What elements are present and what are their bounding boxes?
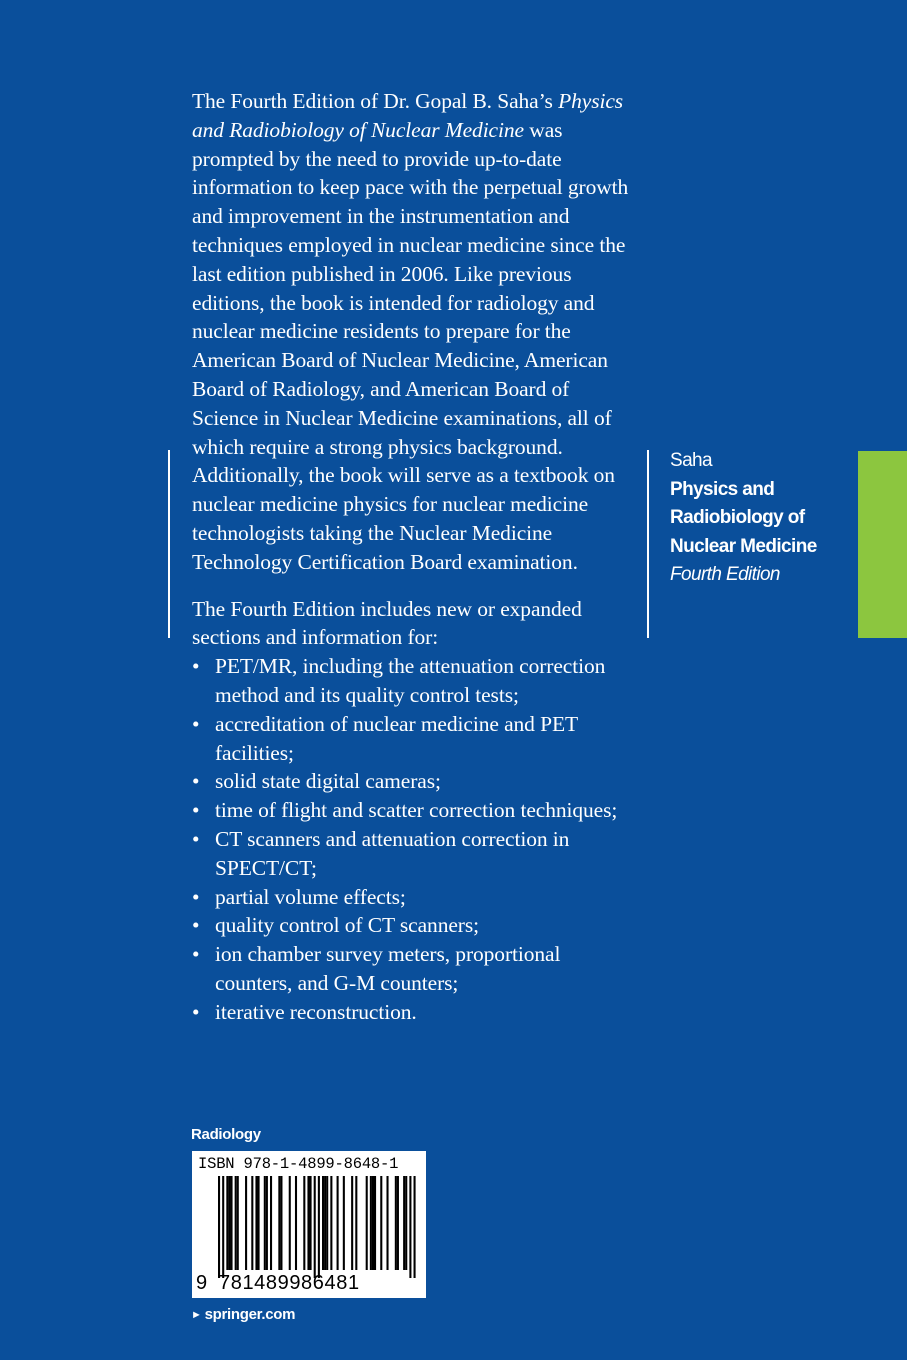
barcode-bar: [326, 1176, 328, 1270]
feature-item: • iterative reconstruction.: [192, 998, 637, 1027]
barcode-bar: [405, 1176, 407, 1270]
barcode-bar: [337, 1176, 339, 1270]
barcode-bar: [226, 1176, 228, 1270]
ean-digits: 781489986481: [219, 1272, 360, 1294]
barcode-bar: [409, 1176, 411, 1278]
barcode-bar: [289, 1176, 291, 1270]
barcode-bar: [380, 1176, 382, 1270]
barcode-bar: [295, 1176, 297, 1270]
feature-item: • accreditation of nuclear medicine and PET facilities;: [192, 710, 637, 768]
intro-part1: The Fourth Edition of Dr. Gopal B. Saha’s: [192, 89, 553, 113]
barcode-bar: [330, 1176, 332, 1270]
feature-item: • solid state digital cameras;: [192, 767, 637, 796]
barcode-bar: [403, 1176, 405, 1270]
barcode-bar: [366, 1176, 368, 1270]
barcode-bar: [303, 1176, 305, 1270]
barcode-bar: [395, 1176, 397, 1270]
barcode-bar: [307, 1176, 309, 1270]
barcode-bar: [397, 1176, 399, 1270]
feature-item: • quality control of CT scanners;: [192, 911, 637, 940]
ean-first-digit: 9: [196, 1272, 208, 1294]
isbn-label: ISBN 978-1-4899-8648-1: [198, 1155, 399, 1173]
divider-right: [647, 450, 649, 638]
barcode-bar: [322, 1176, 324, 1270]
barcode-bar: [270, 1176, 272, 1270]
website-text: springer.com: [204, 1306, 296, 1323]
intro-part2: was prompted by the need to provide up-to-date information to keep pace with the perpetual growth and improvement in the instrumentation and techniques employed in nuclear medicine since the last edition published in 2006. Like previous editions, the book is intended for radiology and nuclear medicine residents to prepare for the American Board of Nuclear Medicine, American Board of Radiology, and American Board of Science in Nuclear Medicine examinations, all of which require a strong physics background. Additionally, the book will serve as a textbook on nuclear medicine physics for nuclear medicine technologists taking the Nuclear Medicine Technology Certification Board examination.: [192, 117, 629, 574]
barcode-bar: [351, 1176, 353, 1270]
barcode-box: [192, 1151, 426, 1298]
features-intro: The Fourth Edition includes new or expanded sections and information for:: [192, 596, 582, 650]
barcode-bar: [235, 1176, 237, 1270]
barcode-bar: [280, 1176, 282, 1270]
barcode-bar: [264, 1176, 266, 1270]
edition: Fourth Edition: [670, 564, 780, 585]
divider-left: [168, 450, 170, 638]
website-link[interactable]: [191, 1306, 295, 1323]
barcode-bar: [237, 1176, 239, 1270]
barcode-bar: [310, 1176, 312, 1270]
accent-bar: [858, 451, 907, 638]
feature-item: • partial volume effects;: [192, 883, 637, 912]
barcode-bar: [228, 1176, 230, 1270]
barcode-bar: [414, 1176, 416, 1278]
barcode-bar: [222, 1176, 224, 1278]
barcode-bar: [218, 1176, 220, 1278]
title-line-2: Radiobiology of: [670, 507, 805, 528]
barcode-bar: [314, 1176, 316, 1278]
category-label: Radiology: [191, 1126, 261, 1143]
barcode-bar: [278, 1176, 280, 1270]
title-line-3: Nuclear Medicine: [670, 535, 817, 557]
barcode-bar: [343, 1176, 345, 1270]
barcode-bar: [372, 1176, 374, 1270]
feature-item: • time of flight and scatter correction techniques;: [192, 796, 637, 825]
title-block: [670, 447, 855, 590]
barcode-bar: [230, 1176, 232, 1270]
barcode-bar: [386, 1176, 388, 1270]
barcode-bar: [251, 1176, 253, 1270]
barcode-bar: [245, 1176, 247, 1270]
feature-item: • PET/MR, including the attenuation correction method and its quality control tests;: [192, 652, 637, 710]
barcode-bar: [266, 1176, 268, 1270]
title-line-1: Physics and: [670, 478, 775, 500]
barcode-bar: [318, 1176, 320, 1278]
feature-item: • ion chamber survey meters, proportional counters, and G-M counters;: [192, 940, 637, 998]
barcode-bar: [258, 1176, 260, 1270]
barcode-bar: [255, 1176, 257, 1270]
book-title-italic: Physics and Radiobiology of Nuclear Medicine: [192, 89, 624, 142]
barcode-bar: [355, 1176, 357, 1270]
feature-list: [192, 652, 637, 1026]
barcode-bar: [324, 1176, 326, 1270]
arrow-right-icon: ►: [191, 1309, 202, 1321]
blurb: [192, 87, 637, 1027]
author-name: Saha: [670, 450, 712, 471]
barcode-bar: [374, 1176, 376, 1270]
intro-paragraph: [192, 87, 637, 577]
barcode-bar: [370, 1176, 372, 1270]
feature-item: • CT scanners and attenuation correction in SPECT/CT;: [192, 825, 637, 883]
